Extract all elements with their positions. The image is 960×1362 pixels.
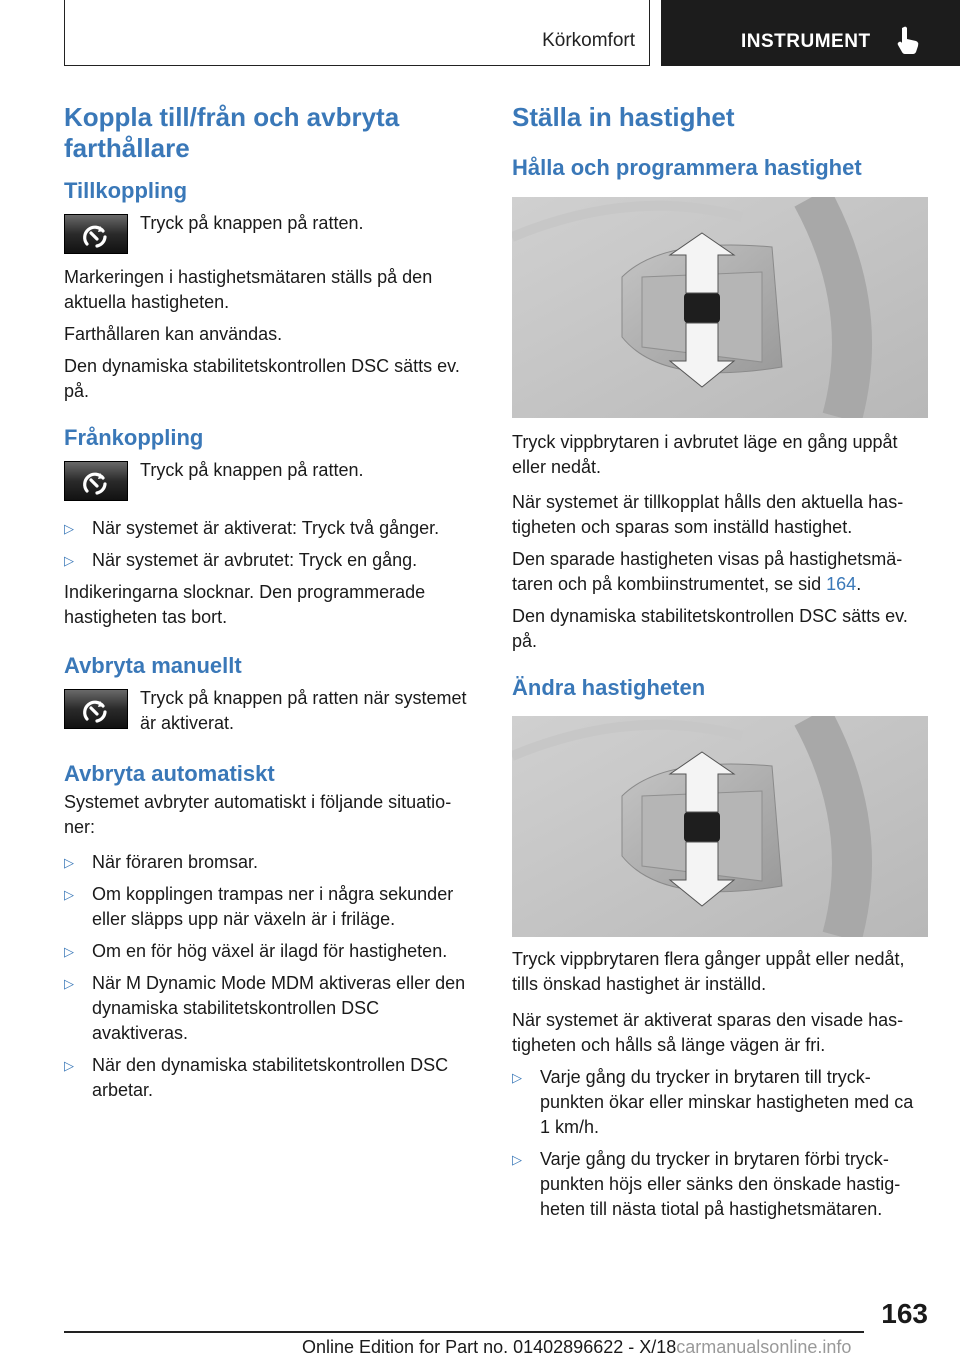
bullet-item: ▷ Om kopplingen trampas ner i några sekunder eller släpps upp när växeln är i friläge.: [64, 882, 476, 932]
paragraph: Tryck vippbrytaren flera gånger uppåt eller nedåt, tills önskad hastighet är inställd.: [512, 949, 905, 994]
bullet-item: ▷ Varje gång du trycker in brytaren till tryckpunkten ökar eller minskar hastigheten med ca 1 km/h.: [512, 1065, 928, 1140]
bullet-item: ▷ När föraren bromsar.: [64, 850, 476, 875]
bullet-item: ▷ När den dynamiska stabilitetskontrollen DSC arbetar.: [64, 1053, 476, 1103]
left-title: Koppla till/från och avbryta farthållare: [64, 102, 400, 163]
button-instruction-cancel: [64, 686, 476, 742]
bullet-item: ▷ Varje gång du trycker in brytaren förbi tryckpunkten höjs eller sänks den önskade hastigheten till nästa tiotal på hastighetsmätaren.: [512, 1147, 928, 1222]
right-column: [512, 100, 928, 1222]
instruction-text: Tryck på knappen på ratten.: [140, 213, 364, 233]
paragraph: Farthållaren kan användas.: [64, 324, 283, 344]
footer-divider: [64, 1331, 864, 1333]
paragraph: Indikeringarna slocknar. Den programmerade hastigheten tas bort.: [64, 582, 426, 627]
pointing-hand-icon: [894, 25, 924, 55]
button-instruction-on: [64, 211, 476, 257]
edition-text: Online Edition for Part no. 01402896622 - X/18: [302, 1337, 677, 1357]
paragraph: [512, 547, 928, 597]
right-title: Ställa in hastighet: [512, 102, 735, 132]
left-column: [64, 100, 476, 1103]
button-instruction-off: [64, 458, 476, 504]
section-title: INSTRUMENT: [741, 31, 871, 52]
instruction-text: Tryck på knappen på ratten när systemet är aktiverat.: [140, 688, 467, 733]
cruise-control-button-icon: [64, 214, 128, 254]
bullet-item: ▷ Om en för hög växel är ilagd för hastigheten.: [64, 939, 476, 964]
heading-frankoppling: Frånkoppling: [64, 425, 204, 450]
text: Den sparade hastigheten visas på hastighetsmätaren och på kombiinstrumentet, se sid: [512, 549, 903, 594]
paragraph: När systemet är aktiverat sparas den visade hastigheten och hålls så länge vägen är fri.: [512, 1010, 904, 1055]
instruction-text: Tryck på knappen på ratten.: [140, 460, 364, 480]
paragraph: Den dynamiska stabilitetskontrollen DSC sätts ev. på.: [64, 356, 460, 401]
heading-halla-programmera: Hålla och programmera hastighet: [512, 155, 862, 180]
paragraph: När systemet är tillkopplat hålls den aktuella hastigheten och sparas som inställd hastighet.: [512, 492, 904, 537]
paragraph: Markeringen i hastighetsmätaren ställs på den aktuella hastigheten.: [64, 267, 433, 312]
steering-wheel-rocker-switch-image: [512, 197, 928, 418]
chapter-title: Körkomfort: [542, 30, 635, 51]
header-section-tab: [661, 0, 960, 66]
heading-andra-hastigheten: Ändra hastigheten: [512, 675, 706, 700]
heading-avbryta-manuellt: Avbryta manuellt: [64, 653, 242, 678]
footer-edition: [302, 1337, 851, 1358]
page-number: 163: [881, 1298, 928, 1329]
bullet-item: ▷ När M Dynamic Mode MDM aktiveras eller den dynamiska stabilitetskontrollen DSC avaktiveras.: [64, 971, 476, 1046]
paragraph: Den dynamiska stabilitetskontrollen DSC sätts ev. på.: [512, 606, 908, 651]
watermark: carmanualsonline.info: [676, 1337, 852, 1357]
heading-avbryta-automatiskt: Avbryta automatiskt: [64, 761, 275, 786]
bullet-item: ▷ När systemet är avbrutet: Tryck en gång.: [64, 548, 476, 573]
bullet-item: ▷ När systemet är aktiverat: Tryck två gånger.: [64, 516, 476, 541]
paragraph: Tryck vippbrytaren i avbrutet läge en gång uppåt eller nedåt.: [512, 432, 898, 477]
cruise-control-button-icon: [64, 461, 128, 501]
text: .: [856, 574, 862, 594]
cruise-control-button-icon: [64, 689, 128, 729]
paragraph: Systemet avbryter automatiskt i följande situationer:: [64, 792, 452, 837]
header-chapter-box: [64, 0, 650, 66]
steering-wheel-rocker-switch-image: [512, 716, 928, 937]
heading-tillkoppling: Tillkoppling: [64, 178, 188, 203]
page-reference-link[interactable]: 164: [826, 574, 857, 594]
